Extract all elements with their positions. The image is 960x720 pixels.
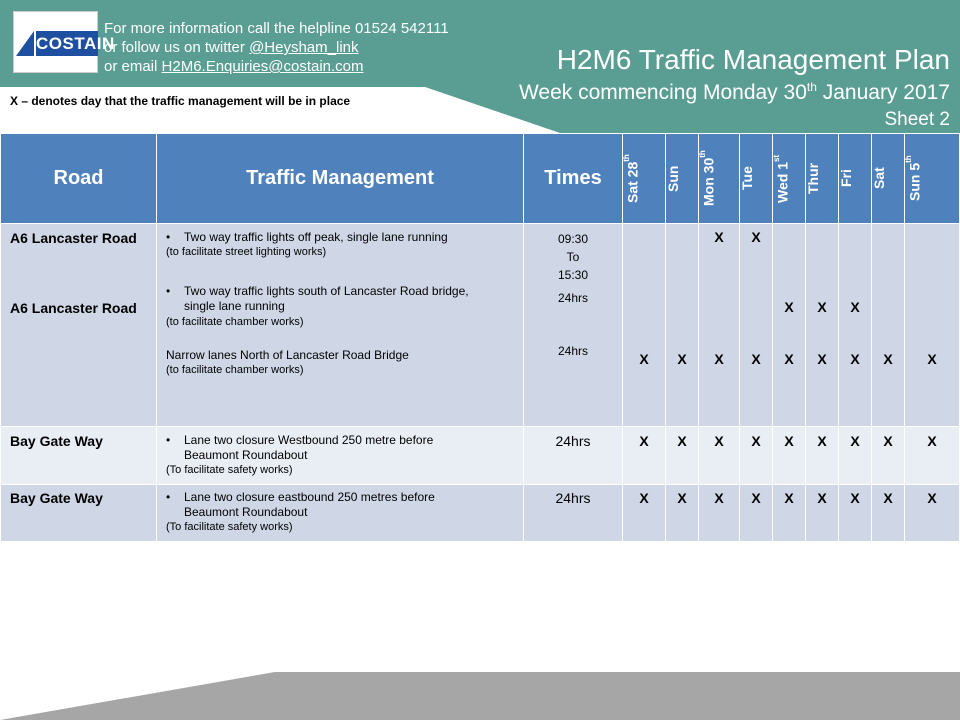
day-cell xyxy=(740,224,773,427)
day-cell xyxy=(623,485,666,542)
traffic-plan-table xyxy=(0,133,960,542)
table-row xyxy=(1,224,960,427)
times-cell xyxy=(524,427,623,485)
costain-logo xyxy=(13,11,115,73)
day-cell xyxy=(905,427,960,485)
day-cell xyxy=(740,485,773,542)
x-mark: X xyxy=(883,351,893,367)
email-link[interactable]: H2M6.Enquiries@costain.com xyxy=(161,58,364,75)
road-cell xyxy=(1,485,157,542)
legend-text: X – denotes day that the traffic management will be in place xyxy=(10,94,351,108)
times-header: Times xyxy=(524,134,623,224)
day-cell xyxy=(872,427,905,485)
x-mark: X xyxy=(639,351,649,367)
helpline-text: For more information call the helpline 01524 542111 xyxy=(104,20,449,37)
day-cell xyxy=(623,224,666,427)
x-mark: X xyxy=(639,433,649,449)
traffic-management-cell: • Lane two closure eastbound 250 metres before Beaumont Roundabout (To facilitate safety works) xyxy=(157,485,524,542)
times-value: 09:30 To 15:30 xyxy=(557,232,589,282)
road-name: A6 Lancaster Road xyxy=(10,230,137,246)
x-mark: X xyxy=(714,433,724,449)
tm-description: Lane two closure Westbound 250 metre before xyxy=(184,433,434,447)
x-mark: X xyxy=(677,351,687,367)
day-cell xyxy=(839,224,872,427)
twitter-link[interactable]: @Heysham_link xyxy=(249,39,359,56)
day-cell xyxy=(666,224,699,427)
x-mark: X xyxy=(784,490,794,506)
x-mark: X xyxy=(817,433,827,449)
road-name: Bay Gate Way xyxy=(10,433,103,449)
tm-note: (To facilitate safety works) xyxy=(166,464,293,476)
road-cell xyxy=(1,224,157,427)
day-cell xyxy=(699,427,740,485)
day-header: Tue xyxy=(740,134,773,224)
day-cell xyxy=(773,224,806,427)
day-cell xyxy=(773,427,806,485)
x-mark: X xyxy=(784,351,794,367)
x-mark: X xyxy=(677,490,687,506)
tm-description: Two way traffic lights off peak, single lane running xyxy=(184,230,448,244)
contact-info xyxy=(104,19,449,76)
times-value: 24hrs xyxy=(557,344,589,358)
day-header: Wed 1st xyxy=(773,134,806,224)
tm-note: (To facilitate safety works) xyxy=(166,521,293,533)
footer-band xyxy=(0,672,960,720)
tm-description: Narrow lanes North of Lancaster Road Bridge xyxy=(166,348,409,362)
table-row xyxy=(1,485,960,542)
day-cell xyxy=(872,485,905,542)
x-mark: X xyxy=(784,299,794,315)
road-name: A6 Lancaster Road xyxy=(10,300,137,316)
day-cell xyxy=(623,427,666,485)
x-mark: X xyxy=(850,299,860,315)
x-mark: X xyxy=(883,490,893,506)
day-cell xyxy=(806,427,839,485)
x-mark: X xyxy=(927,490,937,506)
x-mark: X xyxy=(927,351,937,367)
traffic-management-cell: • Two way traffic lights off peak, single lane running (to facilitate street lighting works) • Two way traffic lights south of Lancaster Road bridge, single lane running (to facilitate chamber works) Narrow lanes North of Lancaster Road Bridge (to facilitate chamber works) xyxy=(157,224,524,427)
day-cell xyxy=(839,485,872,542)
tm-note: (to facilitate chamber works) xyxy=(166,364,304,376)
day-cell xyxy=(806,485,839,542)
x-mark: X xyxy=(817,351,827,367)
day-header: Sat 28th xyxy=(623,134,666,224)
tm-description: Two way traffic lights south of Lancaster Road bridge, xyxy=(184,284,469,298)
tm-description: Beaumont Roundabout xyxy=(184,505,308,519)
traffic-management-header: Traffic Management xyxy=(157,134,524,224)
day-header: Thur xyxy=(806,134,839,224)
page-title: H2M6 Traffic Management Plan xyxy=(556,44,950,75)
day-cell xyxy=(839,427,872,485)
tm-description: Lane two closure eastbound 250 metres before xyxy=(184,490,435,504)
x-mark: X xyxy=(883,433,893,449)
x-mark: X xyxy=(817,299,827,315)
header-row xyxy=(1,134,960,224)
x-mark: X xyxy=(751,490,761,506)
day-cell xyxy=(666,485,699,542)
x-mark: X xyxy=(850,490,860,506)
x-mark: X xyxy=(927,433,937,449)
week-commencing: Week commencing Monday 30th January 2017 xyxy=(518,80,950,104)
logo-mark-icon xyxy=(16,31,34,56)
x-mark: X xyxy=(714,229,724,245)
day-cell xyxy=(872,224,905,427)
x-mark: X xyxy=(751,229,761,245)
traffic-management-cell: • Lane two closure Westbound 250 metre before Beaumont Roundabout (To facilitate safety works) xyxy=(157,427,524,485)
times-value: 24hrs xyxy=(555,433,591,449)
times-value: 24hrs xyxy=(555,490,591,506)
day-cell xyxy=(905,485,960,542)
logo-text: COSTAIN xyxy=(36,34,115,53)
x-mark: X xyxy=(714,490,724,506)
x-mark: X xyxy=(817,490,827,506)
tm-description: single lane running xyxy=(184,299,285,313)
x-mark: X xyxy=(850,433,860,449)
road-cell xyxy=(1,427,157,485)
day-cell xyxy=(740,427,773,485)
road-header: Road xyxy=(1,134,157,224)
x-mark: X xyxy=(639,490,649,506)
x-mark: X xyxy=(850,351,860,367)
day-cell xyxy=(699,224,740,427)
day-cell xyxy=(905,224,960,427)
day-cell xyxy=(699,485,740,542)
x-mark: X xyxy=(714,351,724,367)
x-mark: X xyxy=(751,351,761,367)
tm-note: (to facilitate chamber works) xyxy=(166,316,304,328)
x-mark: X xyxy=(784,433,794,449)
day-cell xyxy=(666,427,699,485)
road-name: Bay Gate Way xyxy=(10,490,103,506)
email-prefix: or email xyxy=(104,58,162,75)
day-cell xyxy=(773,485,806,542)
times-cell xyxy=(524,485,623,542)
tm-note: (to facilitate street lighting works) xyxy=(166,246,327,258)
day-header: Sat xyxy=(872,134,905,224)
sheet-number: Sheet 2 xyxy=(884,109,950,130)
times-value: 24hrs xyxy=(557,291,589,305)
tm-description: Beaumont Roundabout xyxy=(184,448,308,462)
times-cell xyxy=(524,224,623,427)
day-cell xyxy=(806,224,839,427)
day-header: Sun xyxy=(666,134,699,224)
x-mark: X xyxy=(751,433,761,449)
twitter-prefix: or follow us on twitter xyxy=(104,39,250,56)
day-header: Fri xyxy=(839,134,872,224)
day-header: Mon 30th xyxy=(699,134,740,224)
x-mark: X xyxy=(677,433,687,449)
day-header: Sun 5th xyxy=(905,134,960,224)
table-row xyxy=(1,427,960,485)
